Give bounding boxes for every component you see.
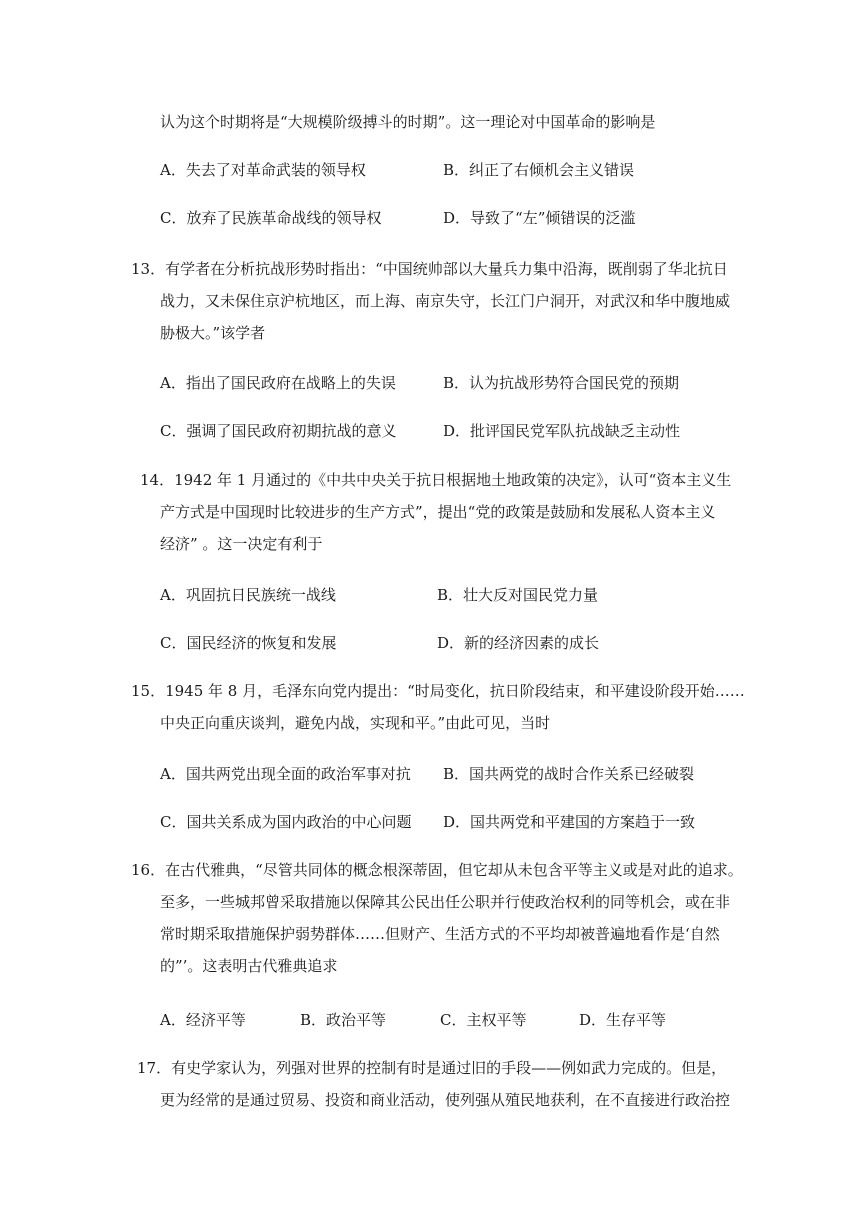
q15-option-a: A．国共两党出现全面的政治军事对抗 — [160, 765, 411, 783]
q14-option-c: C．国民经济的恢复和发展 — [160, 634, 337, 652]
q13-option-b: B．认为抗战形势符合国民党的预期 — [443, 374, 680, 392]
q13-stem-line-3: 胁极大。”该学者 — [160, 324, 266, 342]
q14-option-d: D．新的经济因素的成长 — [437, 634, 600, 652]
q16-option-b: B．政治平等 — [300, 1011, 387, 1029]
q15-stem-line-2: 中央正向重庆谈判，避免内战，实现和平。”由此可见，当时 — [160, 714, 551, 732]
q16-stem-line-3: 常时期采取措施保护弱势群体……但财产、生活方式的不平均却被普遍地看作是‘自然 — [160, 925, 720, 943]
q13-stem-line-2: 战力，又未保住京沪杭地区，而上海、南京失守，长江门户洞开，对武汉和华中腹地威 — [160, 292, 731, 310]
q16-option-a: A．经济平等 — [160, 1011, 246, 1029]
q13-option-c: C．强调了国民政府初期抗战的意义 — [160, 422, 397, 440]
q16-stem-line-4: 的”’。这表明古代雅典追求 — [160, 957, 338, 975]
q15-option-b: B．国共两党的战时合作关系已经破裂 — [443, 765, 695, 783]
q14-option-b: B．壮大反对国民党力量 — [437, 586, 599, 604]
q17-stem-line-1: 17．有史学家认为，列强对世界的控制有时是通过旧的手段——例如武力完成的。但是， — [137, 1059, 727, 1077]
q15-option-c: C．国共关系成为国内政治的中心问题 — [160, 813, 412, 831]
q16-stem-line-1: 16．在古代雅典，“尽管共同体的概念根深蒂固，但它却从未包含平等主义或是对此的追求。 — [131, 861, 743, 879]
q14-option-a: A．巩固抗日民族统一战线 — [160, 586, 336, 604]
q12-option-a: A．失去了对革命武装的领导权 — [160, 161, 366, 179]
q12-option-d: D．导致了“左”倾错误的泛滥 — [443, 209, 636, 227]
q16-stem-line-2: 至多，一些城邦曾采取措施以保障其公民出任公职并行使政治权利的同等机会，或在非 — [160, 893, 731, 911]
q16-option-d: D．生存平等 — [579, 1011, 667, 1029]
q12-option-c: C．放弃了民族革命战线的领导权 — [160, 209, 382, 227]
q14-stem-line-1: 14．1942 年 1 月通过的《中共中央关于抗日根据地土地政策的决定》，认可“资本主义生 — [140, 471, 732, 489]
q14-stem-line-3: 经济” 。这一决定有利于 — [160, 535, 323, 553]
q14-stem-line-2: 产方式是中国现时比较进步的生产方式”，提出“党的政策是鼓励和发展私人资本主义 — [160, 503, 716, 521]
q15-stem-line-1: 15．1945 年 8 月，毛泽东向党内提出：“时局变化，抗日阶段结束，和平建设阶段开始…… — [131, 682, 745, 700]
q13-option-a: A．指出了国民政府在战略上的失误 — [160, 374, 396, 392]
q15-option-d: D．国共两党和平建国的方案趋于一致 — [443, 813, 696, 831]
q16-option-c: C．主权平等 — [440, 1011, 527, 1029]
q12-stem-line: 认为这个时期将是“大规模阶级搏斗的时期”。这一理论对中国革命的影响是 — [160, 113, 656, 131]
q13-option-d: D．批评国民党军队抗战缺乏主动性 — [443, 422, 681, 440]
q17-stem-line-2: 更为经常的是通过贸易、投资和商业活动，使列强从殖民地获利，在不直接进行政治控 — [160, 1091, 731, 1109]
q12-option-b: B．纠正了右倾机会主义错误 — [443, 161, 635, 179]
q13-stem-line-1: 13．有学者在分析抗战形势时指出：“中国统帅部以大量兵力集中沿海，既削弱了华北抗日 — [131, 260, 728, 278]
